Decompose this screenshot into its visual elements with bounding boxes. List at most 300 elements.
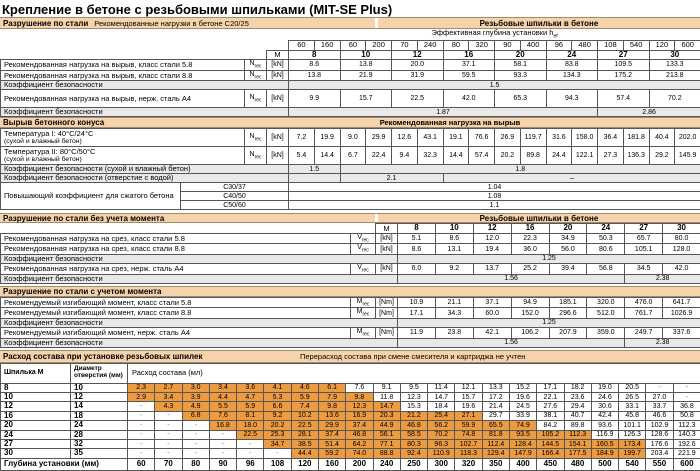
symbol: $M_{rec}$ bbox=[351, 328, 376, 339]
value-cell: 761.7 bbox=[625, 308, 663, 319]
depth-header: 320 bbox=[469, 40, 495, 50]
consumption-value: 51.4 bbox=[318, 440, 345, 449]
value-cell: 12.0 bbox=[473, 233, 511, 244]
depth-header: 400 bbox=[520, 40, 546, 50]
depth-header: 540 bbox=[623, 40, 649, 50]
data-row bbox=[1, 328, 700, 339]
consumption-value: 18.2 bbox=[564, 383, 591, 392]
value-cell: 57.4 bbox=[598, 90, 650, 108]
m-size-header: 12 bbox=[473, 224, 511, 233]
consumption-value: 33.7 bbox=[646, 402, 673, 411]
value-cell: 65.7 bbox=[625, 233, 663, 244]
consumption-value: 58.5 bbox=[400, 430, 427, 439]
consumption-value: 7.6 bbox=[346, 383, 373, 392]
cone-right-note: Рекомендованная нагрузка на вырыв bbox=[200, 118, 700, 127]
m-size-header: 10 bbox=[340, 50, 392, 59]
value-cell: 37.1 bbox=[443, 60, 495, 71]
depth-header: 108 bbox=[598, 40, 624, 50]
value-cell: 83.8 bbox=[546, 60, 598, 71]
consumption-value: 27.0 bbox=[646, 393, 673, 402]
consumption-value: 6.6 bbox=[264, 402, 291, 411]
consumption-value: 11.4 bbox=[428, 383, 455, 392]
value-cell: 43.1 bbox=[417, 129, 443, 147]
install-depth: 450 bbox=[537, 458, 564, 470]
value-cell: 25.2 bbox=[511, 264, 549, 275]
safety-value: 2.1 bbox=[340, 174, 443, 183]
consumption-value: - bbox=[128, 430, 155, 439]
depth-header: 480 bbox=[572, 40, 598, 50]
factor-value: 1.04 bbox=[289, 183, 700, 192]
consumption-value: 37.4 bbox=[318, 430, 345, 439]
consumption-value: 3.0 bbox=[182, 383, 209, 392]
value-cell: 89.8 bbox=[520, 147, 546, 165]
stud-row bbox=[1, 383, 700, 392]
consumption-value: 15.7 bbox=[455, 393, 482, 402]
depth-header: 80 bbox=[443, 40, 469, 50]
consumption-value: 128.4 bbox=[509, 440, 536, 449]
consumption-value: 17.1 bbox=[537, 383, 564, 392]
value-cell: 15.7 bbox=[340, 90, 392, 108]
consumption-value: 42.4 bbox=[591, 411, 618, 420]
value-cell: 93.3 bbox=[495, 70, 547, 81]
install-depth: 500 bbox=[591, 458, 618, 470]
m-label: M bbox=[267, 50, 289, 59]
label-line: (сухой и влажный бетон) bbox=[4, 156, 244, 163]
consumption-value: 93.6 bbox=[591, 421, 618, 430]
consumption-value: - bbox=[673, 393, 700, 402]
consumption-value: - bbox=[128, 411, 155, 420]
consumption-value: 50.8 bbox=[673, 411, 700, 420]
label-line: (сухой и влажный бетон) bbox=[4, 138, 244, 145]
value-cell: 128.0 bbox=[663, 244, 700, 255]
value-cell: 27.3 bbox=[598, 147, 624, 165]
install-depth: 300 bbox=[428, 458, 455, 470]
consumption-value: 3.6 bbox=[237, 383, 264, 392]
consumption-value: 154.1 bbox=[564, 440, 591, 449]
stud-row bbox=[1, 430, 700, 439]
value-cell: 29.2 bbox=[649, 147, 675, 165]
consumption-value: 27.6 bbox=[537, 402, 564, 411]
consumption-value: 6.8 bbox=[182, 411, 209, 420]
symbol: $N_{rec}$ bbox=[245, 60, 267, 71]
consumption-value: 18.0 bbox=[237, 421, 264, 430]
value-cell: 249.7 bbox=[625, 328, 663, 339]
safety-label: Коэффициент безопасности (сухой и влажный бетон) bbox=[1, 165, 289, 174]
value-cell: 17.1 bbox=[398, 308, 436, 319]
stud-row bbox=[1, 421, 700, 430]
consumption-value: - bbox=[155, 411, 182, 420]
consumption-value: 12.3 bbox=[346, 402, 373, 411]
consumption-value: 7.4 bbox=[291, 402, 318, 411]
value-cell: 207.9 bbox=[549, 328, 587, 339]
value-cell: 13.8 bbox=[289, 70, 341, 81]
section-header-consumption bbox=[0, 350, 700, 363]
safety-value: 1.5 bbox=[289, 165, 341, 174]
install-depth: 320 bbox=[455, 458, 482, 470]
consumption-value: 199.7 bbox=[619, 449, 646, 458]
value-cell: 8.6 bbox=[398, 244, 436, 255]
consumption-value: 33.1 bbox=[619, 402, 646, 411]
header-line: Диаметр bbox=[74, 366, 127, 373]
safety-value: 2.38 bbox=[625, 274, 700, 283]
consumption-value: 25.3 bbox=[264, 430, 291, 439]
m-size-header: 8 bbox=[289, 50, 341, 59]
consumption-value: 102.9 bbox=[646, 421, 673, 430]
row-label: Рекомендуемый изгибающий момент, класс стали 5.8 bbox=[1, 297, 351, 308]
value-cell: 134.3 bbox=[546, 70, 598, 81]
consumption-value: 34.7 bbox=[264, 440, 291, 449]
consumption-value: - bbox=[209, 449, 236, 458]
value-cell: 50.3 bbox=[587, 233, 625, 244]
consumption-value: 166.4 bbox=[537, 449, 564, 458]
consumption-value: 118.3 bbox=[455, 449, 482, 458]
section-header-cone bbox=[0, 117, 700, 128]
consumption-value: 28.1 bbox=[291, 430, 318, 439]
value-cell: 7.2 bbox=[289, 129, 315, 147]
consumption-value: 177.5 bbox=[564, 449, 591, 458]
consumption-value: 56.2 bbox=[428, 421, 455, 430]
safety-row bbox=[1, 319, 700, 328]
consumption-value: 16.8 bbox=[209, 421, 236, 430]
data-row bbox=[1, 233, 700, 244]
safety-label: Коэффициент безопасности bbox=[1, 108, 289, 117]
section-header-moment bbox=[0, 286, 700, 297]
cell bbox=[1, 40, 289, 50]
consumption-value: 59.9 bbox=[455, 421, 482, 430]
consumption-value: 29.4 bbox=[564, 402, 591, 411]
m-size-header: 20 bbox=[549, 224, 587, 233]
consumption-value: 6.1 bbox=[318, 383, 345, 392]
install-depth: 480 bbox=[564, 458, 591, 470]
consumption-value: 22.5 bbox=[291, 421, 318, 430]
hef-row bbox=[1, 29, 700, 40]
label-line: Температура II: 80°C/50°C bbox=[4, 148, 244, 156]
depth-header-row bbox=[1, 40, 700, 50]
safety-row bbox=[1, 255, 700, 264]
consumption-value: 56.1 bbox=[373, 430, 400, 439]
shear-load-table bbox=[0, 223, 700, 283]
value-cell: 641.7 bbox=[663, 297, 700, 308]
consumption-value: 4.1 bbox=[264, 383, 291, 392]
consumption-value: - bbox=[155, 440, 182, 449]
stud-column-header: Шпилька M bbox=[1, 363, 71, 383]
consumption-value: - bbox=[128, 440, 155, 449]
hef-header: Эффективная глубина установки $h_{ef}$ bbox=[289, 29, 700, 40]
concrete-grade: C40/50 bbox=[181, 192, 289, 201]
safety-value: 1.56 bbox=[398, 274, 625, 283]
consumption-value: 5.9 bbox=[291, 393, 318, 402]
unit: [Nm] bbox=[376, 308, 398, 319]
value-cell: 40.4 bbox=[649, 129, 675, 147]
value-cell: 202.0 bbox=[675, 129, 700, 147]
data-row bbox=[1, 129, 700, 147]
consumption-value: 3.9 bbox=[182, 393, 209, 402]
value-cell: 9.4 bbox=[392, 147, 418, 165]
consumption-value: 24.6 bbox=[591, 393, 618, 402]
consumption-value: 4.7 bbox=[237, 393, 264, 402]
install-depth: 240 bbox=[373, 458, 400, 470]
unit: [Nm] bbox=[376, 297, 398, 308]
stud-size: 27 bbox=[1, 440, 71, 449]
consumption-value: 44.9 bbox=[373, 421, 400, 430]
install-depth-row bbox=[1, 458, 700, 470]
data-row bbox=[1, 60, 700, 71]
value-cell: 8.6 bbox=[435, 233, 473, 244]
unit: [kN] bbox=[267, 60, 289, 71]
consumption-value: 128.6 bbox=[646, 430, 673, 439]
safety-value: – bbox=[443, 174, 700, 183]
consumption-value: 92.4 bbox=[400, 449, 427, 458]
row-label: Повышающий коэффициент для сжатого бетона bbox=[1, 183, 181, 210]
depth-header: 60 bbox=[340, 40, 366, 50]
value-cell: 6.0 bbox=[398, 264, 436, 275]
value-cell: 76.6 bbox=[469, 129, 495, 147]
stud-size: 12 bbox=[1, 402, 71, 411]
concrete-grade-row bbox=[1, 183, 700, 192]
consumption-value: 27.1 bbox=[455, 411, 482, 420]
consumption-value: 21.2 bbox=[400, 411, 427, 420]
value-cell: 31.9 bbox=[392, 70, 444, 81]
consumption-value: 26.5 bbox=[619, 393, 646, 402]
stud-size: 8 bbox=[1, 383, 71, 392]
consumption-value: 2.7 bbox=[155, 383, 182, 392]
consumption-value: 2.3 bbox=[128, 383, 155, 392]
consumption-value: 20.3 bbox=[373, 411, 400, 420]
install-depth: 250 bbox=[400, 458, 427, 470]
value-cell: 56.0 bbox=[549, 244, 587, 255]
install-depth: 80 bbox=[182, 458, 209, 470]
value-cell: 36.0 bbox=[511, 244, 549, 255]
consumption-value: 64.2 bbox=[346, 440, 373, 449]
value-cell: 34.9 bbox=[549, 233, 587, 244]
hole-diameter: 24 bbox=[71, 421, 128, 430]
value-cell: 10.9 bbox=[398, 297, 436, 308]
section-title-steel: Разрушение по стали bbox=[3, 19, 88, 28]
stud-size: 16 bbox=[1, 411, 71, 420]
consumption-value: 4.9 bbox=[182, 402, 209, 411]
value-cell: 22.4 bbox=[366, 147, 392, 165]
unit: [kN] bbox=[267, 70, 289, 81]
unit: [kN] bbox=[376, 244, 398, 255]
value-cell: 70.2 bbox=[649, 90, 700, 108]
consumption-value: 38.1 bbox=[537, 411, 564, 420]
consumption-value: 105.2 bbox=[537, 430, 564, 439]
safety-value bbox=[289, 174, 341, 183]
value-cell: 19.1 bbox=[443, 129, 469, 147]
consumption-value: 19.6 bbox=[509, 393, 536, 402]
value-cell: 59.5 bbox=[443, 70, 495, 81]
consumption-note: Перерасход состава при смене смесителя и картриджа не учтен bbox=[300, 351, 525, 362]
consumption-value: 3.4 bbox=[209, 383, 236, 392]
consumption-value: 93.5 bbox=[509, 430, 536, 439]
value-cell: 213.8 bbox=[649, 70, 700, 81]
consumption-value: 24.5 bbox=[509, 402, 536, 411]
m-size-header: 16 bbox=[443, 50, 495, 59]
diameter-column-header bbox=[71, 363, 128, 383]
value-cell: 94.9 bbox=[511, 297, 549, 308]
row-label: Рекомендованная нагрузка на срез, нерж. сталь A4 bbox=[1, 264, 351, 275]
value-cell: 337.6 bbox=[663, 328, 700, 339]
consumption-value: - bbox=[182, 421, 209, 430]
consumption-value: - bbox=[182, 430, 209, 439]
consumption-value: 21.4 bbox=[482, 402, 509, 411]
install-depth: 400 bbox=[509, 458, 536, 470]
consumption-value: 16.9 bbox=[346, 411, 373, 420]
value-cell: 14.4 bbox=[443, 147, 469, 165]
consumption-value: 74.8 bbox=[455, 430, 482, 439]
m-size-header: 20 bbox=[495, 50, 547, 59]
concrete-grade: C30/37 bbox=[181, 183, 289, 192]
m-size-header: 24 bbox=[587, 224, 625, 233]
value-cell: 133.3 bbox=[649, 60, 700, 71]
consumption-value: 8.1 bbox=[237, 411, 264, 420]
value-cell: 12.6 bbox=[392, 129, 418, 147]
consumption-value: - bbox=[237, 449, 264, 458]
value-cell: 185.1 bbox=[549, 297, 587, 308]
concrete-cone-table bbox=[0, 128, 700, 210]
consumption-header: Расход состава (мл) bbox=[128, 363, 700, 383]
safety-value: 2.38 bbox=[625, 338, 700, 347]
consumption-value: 144.5 bbox=[537, 440, 564, 449]
hole-diameter: 32 bbox=[71, 440, 128, 449]
consumption-value: 3.4 bbox=[155, 393, 182, 402]
consumption-value: - bbox=[155, 430, 182, 439]
value-cell: 34.3 bbox=[435, 308, 473, 319]
install-depth: 96 bbox=[237, 458, 264, 470]
m-size-header: 8 bbox=[398, 224, 436, 233]
consumption-value: 46.8 bbox=[400, 421, 427, 430]
value-cell: 296.6 bbox=[549, 308, 587, 319]
consumption-value: 147.9 bbox=[509, 449, 536, 458]
consumption-value: 77.1 bbox=[373, 440, 400, 449]
consumption-value: 5.5 bbox=[209, 402, 236, 411]
m-size-header: 30 bbox=[649, 50, 700, 59]
mortar-consumption-table bbox=[0, 363, 700, 471]
section-subtitle-steel: Рекомендованные нагрузки в бетоне C20/25 bbox=[94, 19, 249, 28]
consumption-value: 4.3 bbox=[155, 402, 182, 411]
symbol: $V_{rec}$ bbox=[351, 264, 376, 275]
consumption-value: - bbox=[155, 449, 182, 458]
row-label: Рекомендованная нагрузка на вырыв, класс стали 8.8 bbox=[1, 70, 245, 81]
consumption-value: 74.0 bbox=[346, 449, 373, 458]
consumption-value: - bbox=[128, 421, 155, 430]
value-cell: 23.8 bbox=[435, 328, 473, 339]
value-cell: 181.8 bbox=[623, 129, 649, 147]
row-label bbox=[1, 147, 245, 165]
row-label: Рекомендуемый изгибающий момент, нерж. сталь A4 bbox=[1, 328, 351, 339]
consumption-value: 112.4 bbox=[482, 440, 509, 449]
value-cell: 42.1 bbox=[473, 328, 511, 339]
m-size-header: 12 bbox=[392, 50, 444, 59]
consumption-value: 5.9 bbox=[237, 402, 264, 411]
value-cell: 8.6 bbox=[289, 60, 341, 71]
install-depth: 70 bbox=[155, 458, 182, 470]
row-label bbox=[1, 129, 245, 147]
consumption-value: 40.7 bbox=[564, 411, 591, 420]
install-depth: 540 bbox=[619, 458, 646, 470]
cell bbox=[1, 224, 376, 233]
consumption-value: 44.4 bbox=[291, 449, 318, 458]
consumption-value: 9.5 bbox=[400, 383, 427, 392]
consumption-value: 11.8 bbox=[373, 393, 400, 402]
hole-diameter: 12 bbox=[71, 393, 128, 402]
m-size-header: 16 bbox=[511, 224, 549, 233]
safety-label: Коэффициент безопасности bbox=[1, 338, 398, 347]
factor-value: 1.1 bbox=[289, 201, 700, 210]
consumption-value: - bbox=[646, 383, 673, 392]
consumption-value: 18.4 bbox=[428, 402, 455, 411]
depth-header: 70 bbox=[392, 40, 418, 50]
data-row bbox=[1, 264, 700, 275]
consumption-value: 140.3 bbox=[673, 430, 700, 439]
consumption-value: 9.2 bbox=[264, 411, 291, 420]
install-depth: 90 bbox=[209, 458, 236, 470]
safety-value: 1.5 bbox=[289, 81, 700, 90]
stud-row bbox=[1, 449, 700, 458]
stud-size: 10 bbox=[1, 393, 71, 402]
unit: [kN] bbox=[267, 90, 289, 108]
consumption-value: 12.3 bbox=[400, 393, 427, 402]
consumption-value: 22.5 bbox=[237, 430, 264, 439]
threaded-studs-header: Резьбовые шпильки в бетоне bbox=[378, 214, 700, 223]
consumption-value: 2.9 bbox=[128, 393, 155, 402]
consumption-value: 36.8 bbox=[673, 402, 700, 411]
value-cell: 175.2 bbox=[598, 70, 650, 81]
data-row bbox=[1, 308, 700, 319]
install-depth: 600 bbox=[673, 458, 700, 470]
consumption-value: 38.5 bbox=[291, 440, 318, 449]
safety-row bbox=[1, 174, 700, 183]
value-cell: 80.0 bbox=[663, 233, 700, 244]
value-cell: 80.6 bbox=[587, 244, 625, 255]
consumption-value: 20.2 bbox=[264, 421, 291, 430]
safety-label: Коэффициент безопасности bbox=[1, 255, 398, 264]
value-cell: 9.2 bbox=[435, 264, 473, 275]
depth-header: 160 bbox=[314, 40, 340, 50]
value-cell: 42.0 bbox=[663, 264, 700, 275]
data-row bbox=[1, 70, 700, 81]
value-cell: 37.1 bbox=[473, 297, 511, 308]
value-cell: 5.1 bbox=[398, 233, 436, 244]
consumption-value: 70.2 bbox=[428, 430, 455, 439]
data-row bbox=[1, 297, 700, 308]
consumption-value: 14.7 bbox=[428, 393, 455, 402]
consumption-value: 192.6 bbox=[673, 440, 700, 449]
consumption-value: 4.6 bbox=[291, 383, 318, 392]
consumption-value: 7.6 bbox=[209, 411, 236, 420]
row-label: Рекомендуемый изгибающий момент, класс стали 8.8 bbox=[1, 308, 351, 319]
symbol: $N_{rec}$ bbox=[245, 90, 267, 108]
consumption-value: 19.6 bbox=[455, 402, 482, 411]
value-cell: 158.0 bbox=[572, 129, 598, 147]
value-cell: 136.3 bbox=[623, 147, 649, 165]
depth-header: 120 bbox=[649, 40, 675, 50]
consumption-value: 221.9 bbox=[673, 449, 700, 458]
value-cell: 42.0 bbox=[443, 90, 495, 108]
consumption-value: 5.3 bbox=[264, 393, 291, 402]
consumption-value: 30.6 bbox=[591, 402, 618, 411]
depth-header: 200 bbox=[366, 40, 392, 50]
consumption-value: 65.5 bbox=[482, 421, 509, 430]
safety-value: 1.25 bbox=[398, 255, 700, 264]
value-cell: 60.0 bbox=[473, 308, 511, 319]
safety-row bbox=[1, 338, 700, 347]
symbol: $V_{rec}$ bbox=[351, 244, 376, 255]
consumption-value: - bbox=[182, 440, 209, 449]
m-size-header: 27 bbox=[625, 224, 663, 233]
consumption-value: - bbox=[128, 449, 155, 458]
install-depth: 550 bbox=[646, 458, 673, 470]
